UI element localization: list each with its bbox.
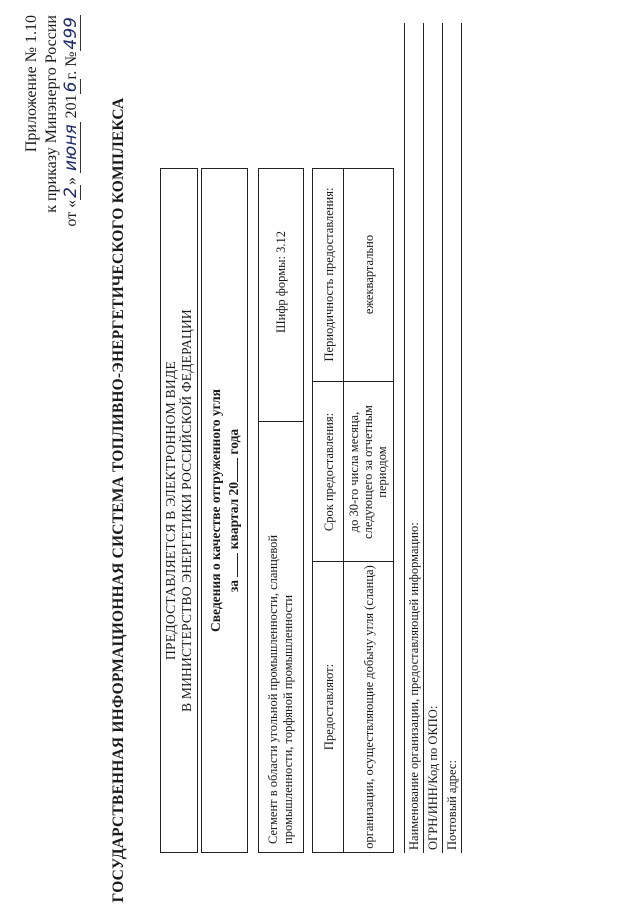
submission-notice-line2: В МИНИСТЕРСТВО ЭНЕРГЕТИКИ РОССИЙСКОЙ ФЕДЕРАЦИИ <box>179 309 194 712</box>
header-deadline: Срок предоставления: <box>322 412 336 532</box>
segment-box <box>258 168 304 853</box>
table-header-divider <box>343 169 344 852</box>
report-title-box <box>201 168 248 853</box>
header-submitters: Предоставляют: <box>322 663 336 751</box>
submission-terms-table <box>312 168 394 853</box>
field-rule <box>461 23 462 853</box>
handwritten-month: июня <box>61 124 81 172</box>
page-title: ГОСУДАРСТВЕННАЯ ИНФОРМАЦИОННАЯ СИСТЕМА ТОПЛИВНО-ЭНЕРГЕТИЧЕСКОГО КОМПЛЕКСА <box>110 97 127 903</box>
cell-deadline: до 30-го числа месяца, следующего за отчетным периодом <box>347 405 389 539</box>
submission-notice-box <box>160 168 198 853</box>
org-name-label: Наименование организации, предоставляющей информацию: <box>407 522 421 850</box>
submission-notice-line1: ПРЕДОСТАВЛЯЕТСЯ В ЭЛЕКТРОННОМ ВИДЕ <box>163 360 178 661</box>
cell-frequency: ежеквартально <box>362 234 376 315</box>
report-period: за квартал 20 года <box>226 428 241 593</box>
quarter-blank <box>225 553 238 577</box>
handwritten-day: 2 <box>61 187 81 198</box>
segment-description: Сегмент в области угольной промышленности, сланцевой промышленности, торфяной промышленности <box>266 534 295 844</box>
org-ids-label: ОГРН/ИНН/Код по ОКПО: <box>426 705 440 850</box>
field-rule <box>404 23 405 853</box>
appendix-number: Приложение № 1.10 <box>23 15 40 153</box>
handwritten-year-digit: 6 <box>61 81 81 93</box>
segment-divider <box>259 421 303 422</box>
report-title: Сведения о качестве отгруженного угля <box>208 389 223 633</box>
year-blank <box>225 458 238 482</box>
appendix-order: к приказу Минэнерго России <box>43 15 60 213</box>
field-rule <box>423 23 424 853</box>
appendix-reference <box>22 15 82 265</box>
header-frequency: Периодичность предоставления: <box>322 187 336 362</box>
handwritten-order-number: 499 <box>61 17 81 50</box>
field-rule <box>442 23 443 853</box>
postal-address-label: Почтовый адрес: <box>445 760 459 850</box>
cell-submitters: организации, осуществляющие добычу угля (сланца) <box>362 565 376 849</box>
appendix-date: от «2» июня 2016г. №499 <box>61 17 81 227</box>
form-code: Шифр формы: 3.12 <box>274 231 288 333</box>
